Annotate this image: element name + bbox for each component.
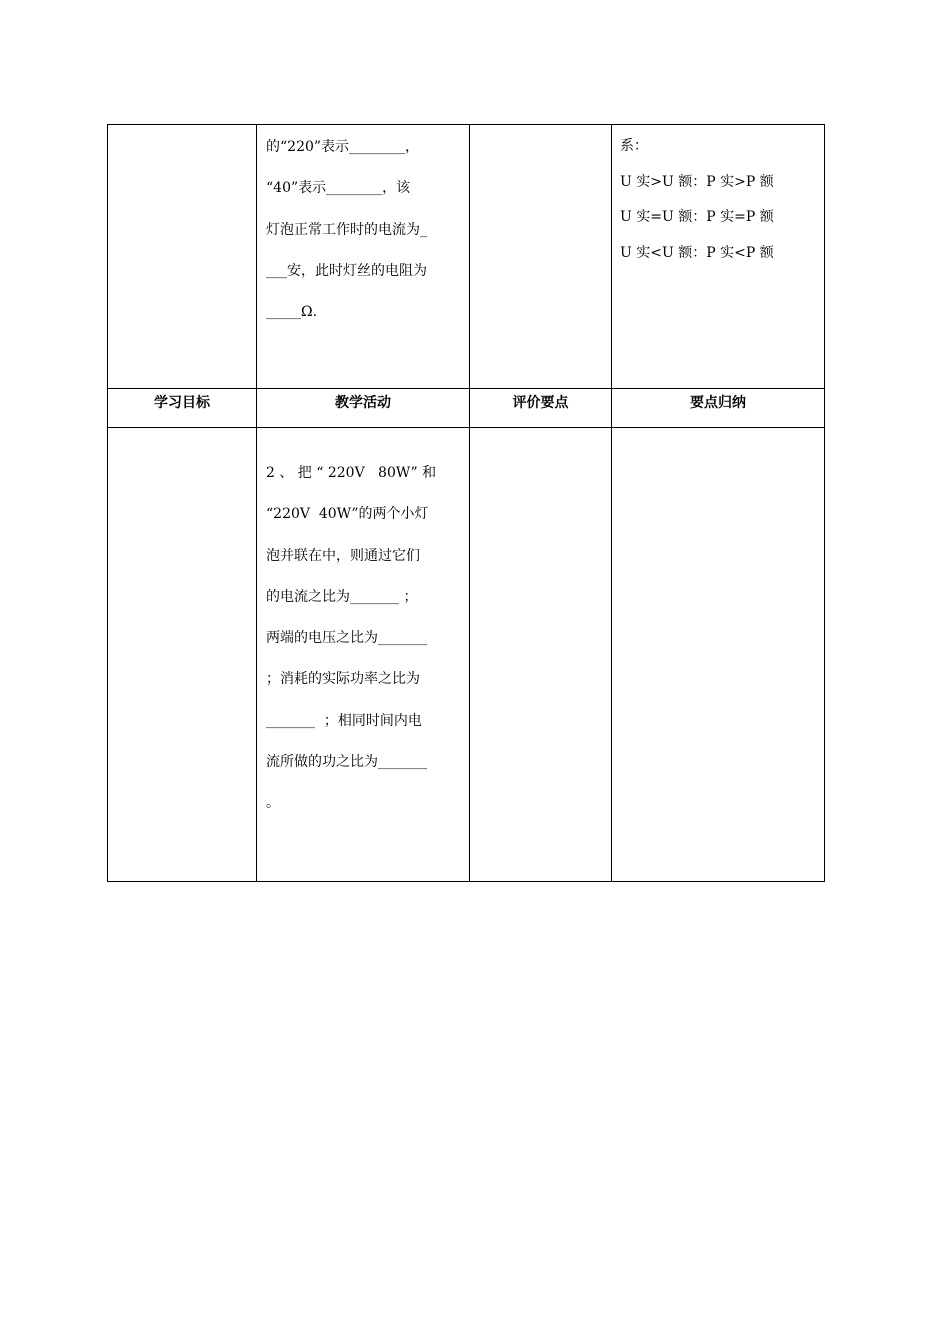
activity-text [257,125,469,333]
evaluation-cell [470,125,612,389]
header-evaluation-points: 评价要点 [470,389,612,428]
question-text [257,428,469,825]
text-line: 灯泡正常工作时的电流为_ [266,221,427,238]
text-line: ；消耗的实际功率之比为 [266,671,420,688]
evaluation-cell [470,428,612,882]
summary-cell [612,428,825,882]
continued-row [108,125,825,389]
text-line: U 实=U 额：P 实=P 额 [620,209,774,225]
header-row [108,389,825,428]
text-line: _______ ；相同时间内电 [266,712,422,729]
text-line: 系： [620,138,648,154]
text-line: 两端的电压之比为_______ [266,630,427,647]
header-learning-goals: 学习目标 [108,389,257,428]
learning-goal-cell [108,428,257,882]
summary-cell [612,125,825,389]
text-line: 流所做的功之比为_______ [266,754,427,771]
learning-goal-cell [108,125,257,389]
text-line: U 实<U 额：P 实<P 额 [620,244,774,261]
text-line: U 实>U 额：P 实>P 额 [620,173,774,190]
text-line: 的“220”表示________， [266,139,420,155]
header-key-summary: 要点归纳 [612,389,825,428]
teaching-activity-cell [257,428,470,882]
text-line: 2 、 把 “ 220V 80W” 和 [266,465,437,481]
text-line: “40”表示________，该 [266,180,411,197]
text-line: _____Ω. [266,304,318,321]
summary-text [612,125,824,271]
text-line: ___安，此时灯丝的电阻为 [266,262,427,279]
text-line: 泡并联在中，则通过它们 [266,547,420,564]
text-line: “220V 40W”的两个小灯 [266,506,429,523]
header-teaching-activities: 教学活动 [257,389,470,428]
question-row [108,428,825,882]
text-line: 。 [266,795,280,812]
teaching-activity-cell [257,125,470,389]
text-line: 的电流之比为_______ ； [266,588,418,605]
lesson-plan-table [107,124,825,882]
